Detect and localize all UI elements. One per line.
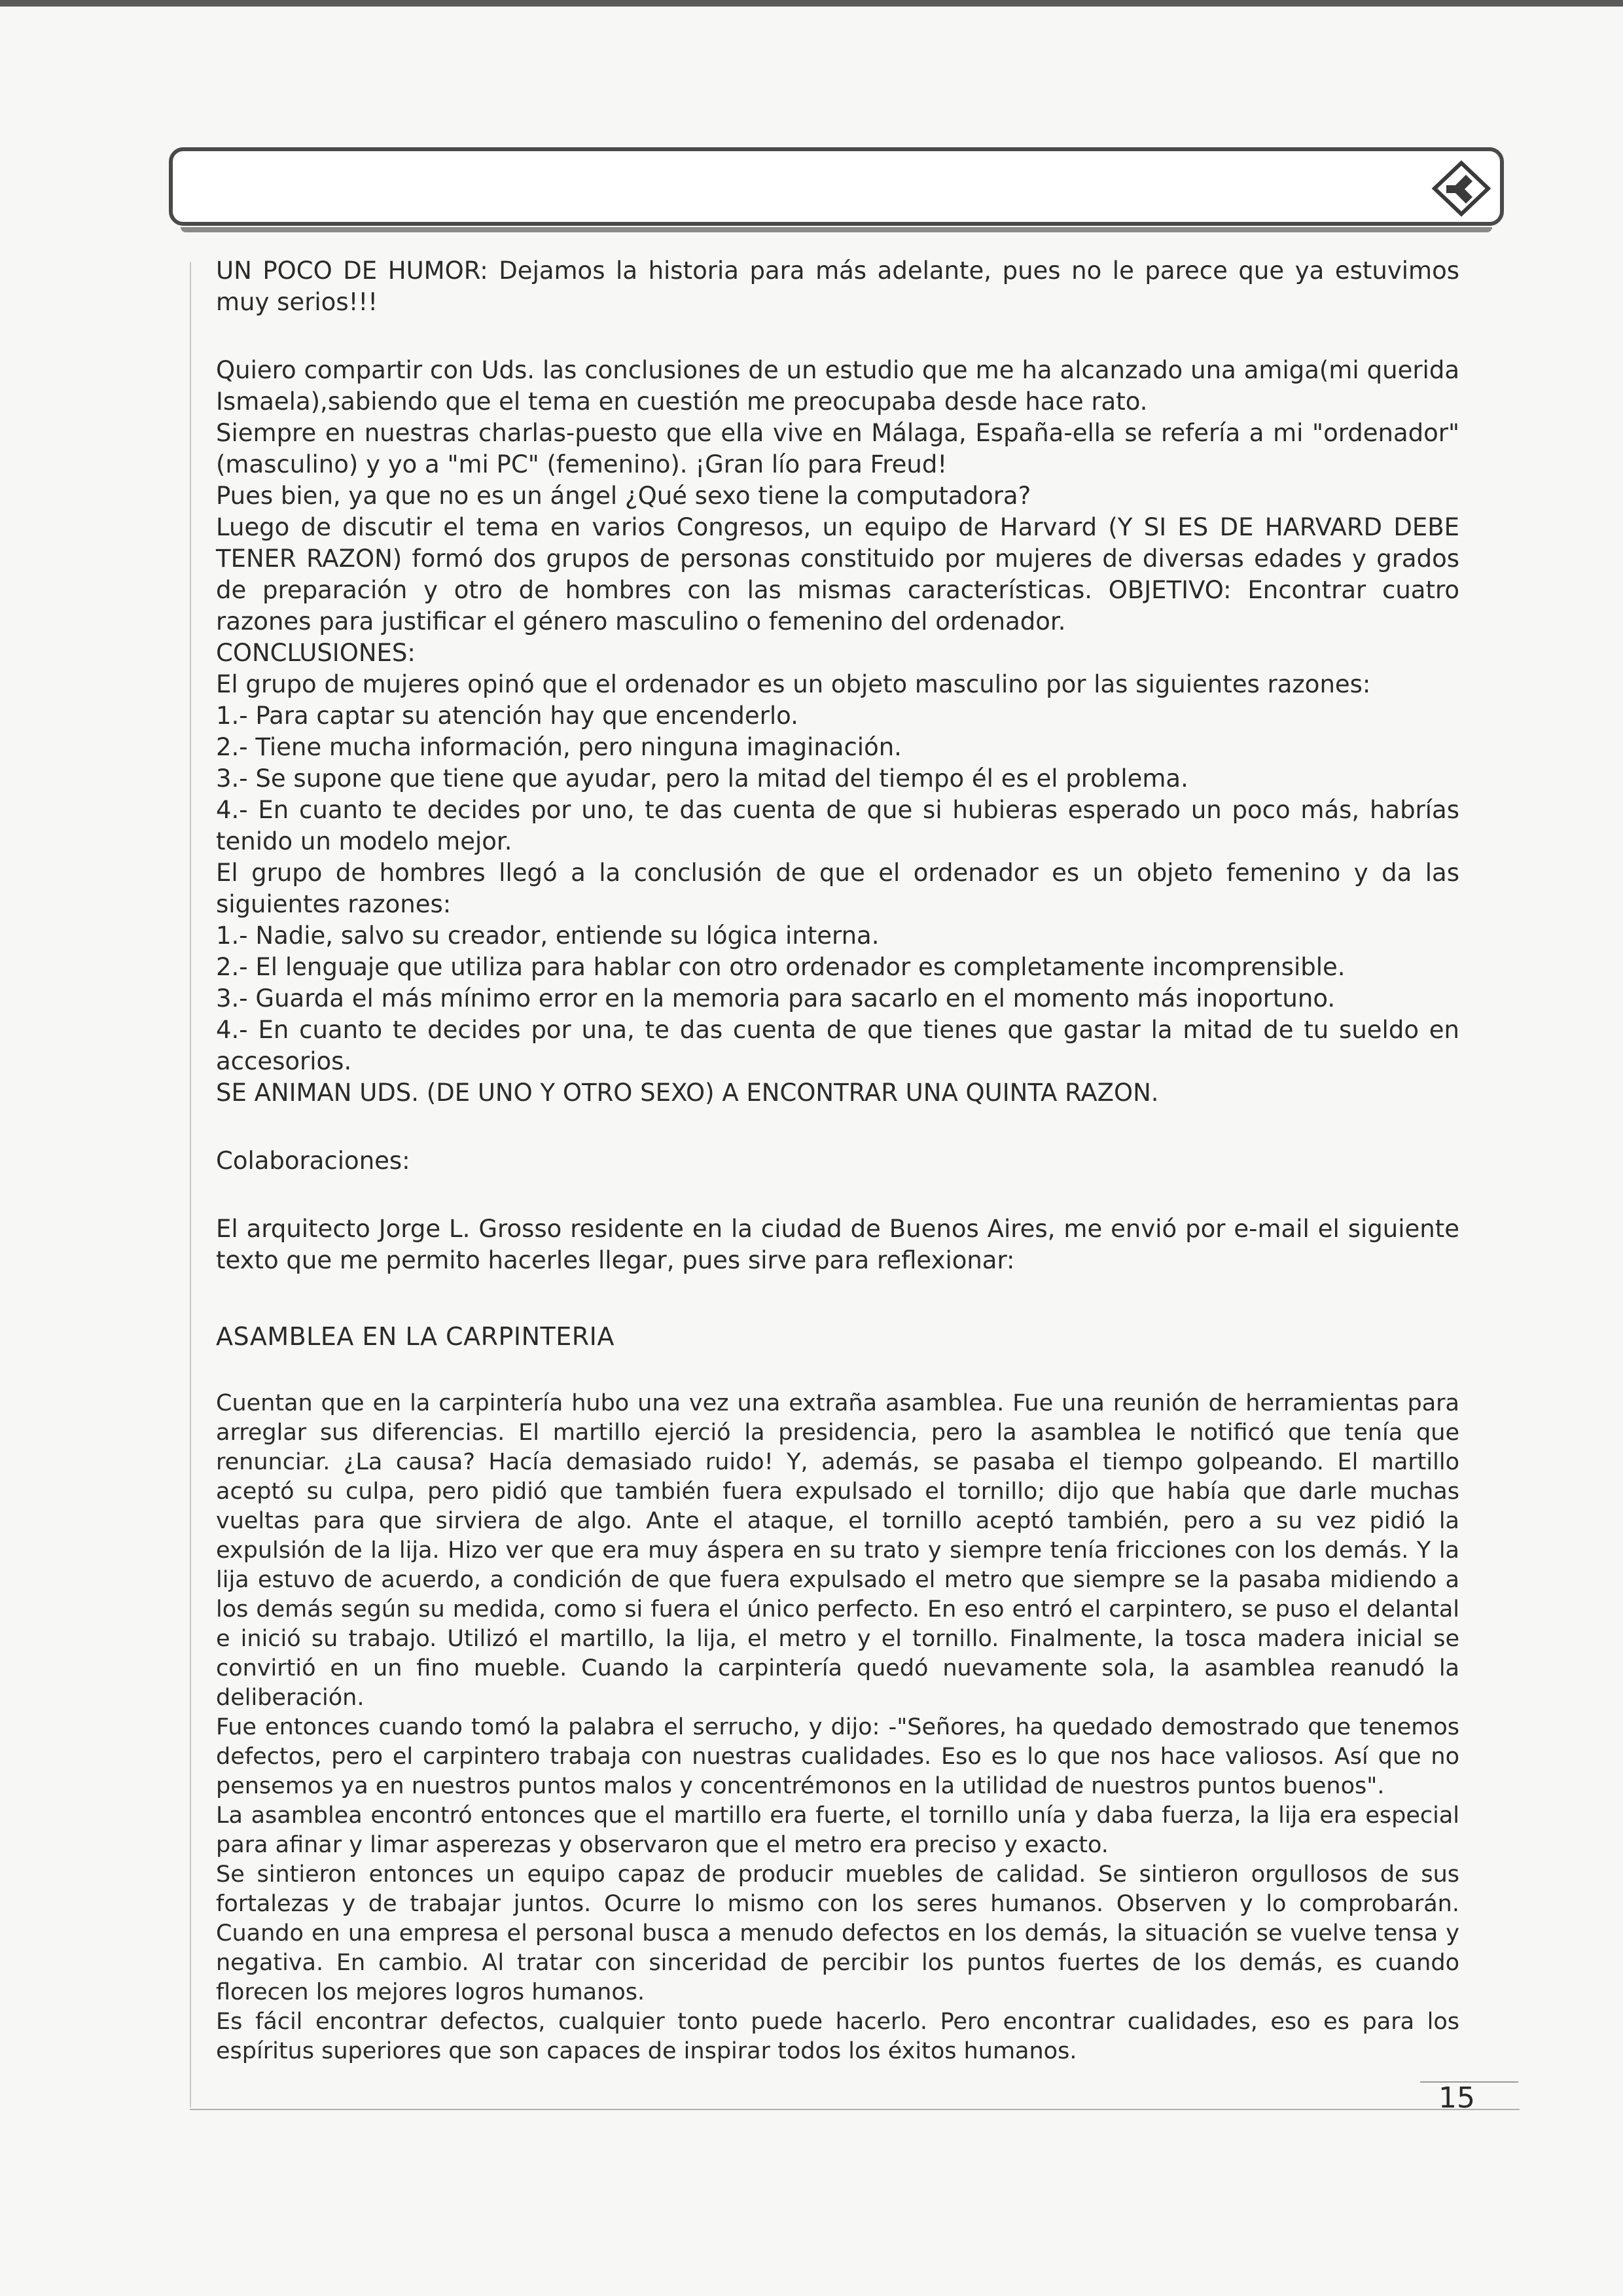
page-number: 15 [1438, 2081, 1475, 2115]
list-item: 2.- El lenguaje que utiliza para hablar con otro ordenador es completamente incomprensible. [216, 953, 1346, 981]
article-body [216, 255, 1459, 2066]
story-paragraph: Se sintieron entonces un equipo capaz de producir muebles de calidad. Se sintieron orgullosos de sus fortalezas y de trabajar juntos. Ocurre lo mismo con los seres humanos. Observen y lo comprobarán. Cuando en una empresa el personal busca a menudo defectos en los demás, la situación se vuelve tensa y negativa. En cambio. Al tratar con sinceridad de percibir los puntos fuertes de los demás, es cuando florecen los mejores logros humanos. [216, 1861, 1459, 2005]
humor-paragraph: Pues bien, ya que no es un ángel ¿Qué sexo tiene la computadora? [216, 482, 1031, 510]
list-item: 4.- En cuanto te decides por una, te das cuenta de que tienes que gastar la mitad de tu sueldo en accesorios. [216, 1016, 1459, 1075]
humor-paragraph: Siempre en nuestras charlas-puesto que ella vive en Málaga, España-ella se refería a mi "ordenador" (masculino) y yo a "mi PC" (femenino). ¡Gran lío para Freud! [216, 419, 1459, 478]
scan-top-edge [0, 0, 1623, 7]
humor-intro: UN POCO DE HUMOR: Dejamos la historia para más adelante, pues no le parece que ya estuvimos muy serios!!! [216, 257, 1459, 316]
list-item: 3.- Se supone que tiene que ayudar, pero la mitad del tiempo él es el problema. [216, 764, 1188, 793]
story-paragraph: La asamblea encontró entonces que el martillo era fuerte, el tornillo unía y daba fuerza, la lija era especial para afinar y limar asperezas y observaron que el metro era preciso y exacto. [216, 1803, 1459, 1858]
story-paragraph: Cuentan que en la carpintería hubo una vez una extraña asamblea. Fue una reunión de herramientas para arreglar sus diferencias. El martillo ejerció la presidencia, pero la asamblea le notificó que tenía que renunciar. ¿La causa? Hacía demasiado ruido! Y, además, se pasaba el tiempo golpeando. El martillo aceptó su culpa, pero pidió que también fuera expulsado el tornillo; dijo que había que darle muchas vueltas para que sirviera de algo. Ante el ataque, el tornillo aceptó también, pero a su vez pidió la expulsión de la lija. Hizo ver que era muy áspera en su trato y siempre tenía fricciones con los demás. Y la lija estuvo de acuerdo, a condición de que fuera expulsado el metro que siempre se la pasaba midiendo a los demás según su medida, como si fuera el único perfecto. En eso entró el carpintero, se puso el delantal e inició su trabajo. Utilizó el martillo, la lija, el metro y el tornillo. Finalmente, la tosca madera inicial se convirtió en un fino mueble. Cuando la carpintería quedó nuevamente sola, la asamblea reanudó la deliberación. [216, 1390, 1459, 1711]
story-paragraph: Es fácil encontrar defectos, cualquier tonto puede hacerlo. Pero encontrar cualidades, eso es para los espíritus superiores que son capaces de inspirar todos los éxitos humanos. [216, 2009, 1459, 2064]
left-margin-rule [190, 262, 191, 2108]
header-frame [169, 147, 1504, 226]
story-paragraph: Fue entonces cuando tomó la palabra el serrucho, y dijo: -"Señores, ha quedado demostrado que tenemos defectos, pero el carpintero trabaja con nuestras cualidades. Eso es lo que nos hace valiosos. Así que no pensemos ya en nuestros puntos malos y concentrémonos en la utilidad de nuestros puntos buenos". [216, 1714, 1459, 1799]
list-item: 3.- Guarda el más mínimo error en la memoria para sacarlo en el momento más inoportuno. [216, 984, 1336, 1013]
humor-paragraph: Quiero compartir con Uds. las conclusiones de un estudio que me ha alcanzado una amiga(mi querida Ismaela),sabiendo que el tema en cuestión me preocupaba desde hace rato. [216, 356, 1459, 416]
women-group-intro: El grupo de mujeres opinó que el ordenador es un objeto masculino por las siguientes razones: [216, 670, 1371, 698]
list-item: 1.- Para captar su atención hay que encenderlo. [216, 702, 798, 730]
publication-logo-icon [1432, 160, 1491, 217]
list-item: 1.- Nadie, salvo su creador, entiende su lógica interna. [216, 922, 880, 950]
list-item: 4.- En cuanto te decides por uno, te das cuenta de que si hubieras esperado un poco más, habrías tenido un modelo mejor. [216, 796, 1459, 855]
footer-rule [190, 2109, 1520, 2110]
conclusions-heading: CONCLUSIONES: [216, 639, 416, 667]
men-group-intro: El grupo de hombres llegó a la conclusión de que el ordenador es un objeto femenino y da las siguientes razones: [216, 859, 1459, 918]
colaboraciones-heading: Colaboraciones: [216, 1147, 410, 1175]
list-item: 2.- Tiene mucha información, pero ninguna imaginación. [216, 733, 902, 761]
humor-paragraph: Luego de discutir el tema en varios Congresos, un equipo de Harvard (Y SI ES DE HARVARD DEBE TENER RAZON) formó dos grupos de personas constituido por mujeres de diversas edades y grados de preparación y otro de hombres con las mismas características. OBJETIVO: Encontrar cuatro razones para justificar el género masculino o femenino del ordenador. [216, 513, 1459, 636]
story-title: ASAMBLEA EN LA CARPINTERIA [216, 1322, 615, 1351]
colaboraciones-intro: El arquitecto Jorge L. Grosso residente en la ciudad de Buenos Aires, me envió por e-mail el siguiente texto que me permito hacerles llegar, pues sirve para reflexionar: [216, 1215, 1459, 1274]
humor-closing: SE ANIMAN UDS. (DE UNO Y OTRO SEXO) A ENCONTRAR UNA QUINTA RAZON. [216, 1079, 1159, 1107]
